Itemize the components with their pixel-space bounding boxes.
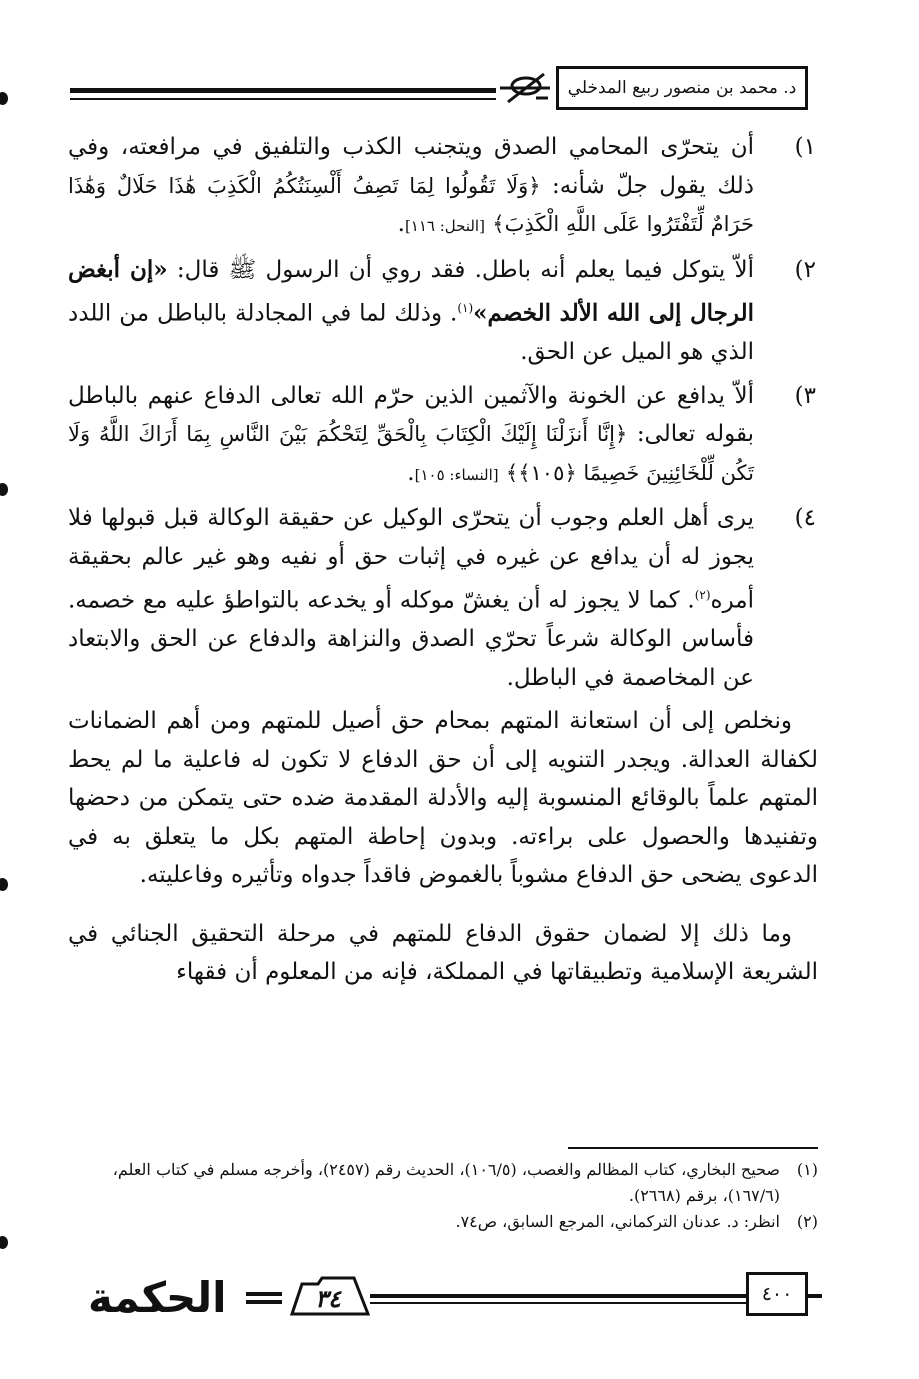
footnote [68,1209,818,1235]
running-header-author [556,66,808,110]
margin-dot [0,92,8,105]
list-item: ١) أن يتحرّى المحامي الصدق ويتجنب الكذب والتلفيق في مرافعته، وفي ذلك يقول جلّ شأنه: ﴿وَلَا تَقُولُوا لِمَا تَصِفُ أَلْسِنَتُكُمُ الْكَذِبَ هَٰذَا حَلَالٌ وَهَٰذَا حَرَامٌ لِّتَفْتَرُوا عَلَى اللَّهِ الْكَذِبَ﴾ [النحل: ١١٦]. [68,128,818,246]
item-number: ١) [794,134,816,160]
footer-rule [808,1294,822,1298]
page-footer [0,1270,919,1330]
item-text: يرى أهل العلم وجوب أن يتحرّى الوكيل عن حقيقة الوكالة قبل قبولها فلا يجوز له أن يدافع عن غيره في إثبات حق أو نفيه وهو غير عالم بحقيقة أمره [68,505,754,614]
footer-rule [246,1300,282,1304]
item-number: ٤) [794,505,816,532]
paragraph: وما ذلك إلا لضمان حقوق الدفاع للمتهم في مرحلة التحقيق الجنائي في الشريعة الإسلامية وتطبيقاتها في المملكة، فإنه من المعلوم أن فقهاء [68,920,818,986]
quran-verse: ﴿وَلَا تَقُولُوا لِمَا تَصِفُ أَلْسِنَتُكُمُ الْكَذِبَ هَٰذَا حَلَالٌ وَهَٰذَا حَرَامٌ لِّتَفْتَرُوا عَلَى اللَّهِ الْكَذِبَ﴾ [68,173,754,236]
hadith-quote: «إن أبغض الرجال إلى الله الألد الخصم» [68,255,754,327]
footnote-number: (٢) [796,1212,818,1231]
issue-number: ٣٤ [315,1284,341,1313]
page-number-box [746,1272,808,1316]
main-text [68,128,818,992]
list-item: ٢) ألاّ يتوكل فيما يعلم أنه باطل. فقد روي أن الرسول ﷺ قال: «إن أبغض الرجال إلى الله الألد الخصم»$^{(١)}$. وذلك لما في المجادلة بالباطل من اللدد الذي هو الميل عن الحق. [68,251,818,372]
header-rule-thin [70,98,496,100]
verse-reference: [النحل: ١١٦] [404,217,485,235]
list-item: ٤) يرى أهل العلم وجوب أن يتحرّى الوكيل عن حقيقة الوكالة قبل قبولها فلا يجوز له أن يدافع عن غيره في إثبات حق أو نفيه وهو غير عالم بحقيقة أمره$^{(٢)}$. كما لا يجوز له أن يغشّ موكله أو يخدعه بالتواطؤ عليه مع خصمه. فأساس الوكالة شرعاً تحرّي الصدق والنزاهة والدفاع عن الحق والابتعاد عن المخاصمة في الباطل. [68,499,818,697]
footnote-text: انظر: د. عدنان التركماني، المرجع السابق، ص٧٤. [455,1212,780,1231]
footer-rule [370,1302,746,1304]
margin-dot [0,483,8,496]
margin-dot [0,878,8,891]
header-rule-thick [70,88,496,93]
item-text: ألاّ يدافع عن الخونة والآثمين الذين حرّم الله تعالى الدفاع عنهم بالباطل بقوله تعالى: [68,382,755,448]
list-item: ٣) ألاّ يدافع عن الخونة والآثمين الذين حرّم الله تعالى الدفاع عنهم بالباطل بقوله تعالى: ﴿إِنَّا أَنزَلْنَا إِلَيْكَ الْكِتَابَ بِالْحَقِّ لِتَحْكُمَ بَيْنَ النَّاسِ بِمَا أَرَاكَ اللَّهُ وَلَا تَكُن لِّلْخَائِنِينَ خَصِيمًا ﴿١٠٥﴾﴾ [النساء: ١٠٥]. [68,377,818,495]
quill-ornament-icon [496,68,554,108]
footnote-marker: (٢) [694,588,711,603]
item-text: ألاّ يتوكل فيما يعلم أنه باطل. فقد روي أن الرسول ﷺ قال: [176,256,754,283]
journal-logo: الحكمة [88,1273,227,1322]
footer-rule [370,1294,746,1298]
paragraph: ونخلص إلى أن استعانة المتهم بمحام حق أصيل للمتهم ومن أهم الضمانات لكفالة العدالة. ويجدر التنويه إلى أن حق الدفاع لا تكون له فاعلية ما لم يحط المتهم علماً بالوقائع المنسوبة إليه والأدلة المقدمة ضده حتى يتمكن من دحضها وتفنيدها والحصول على براءته. وبدون إحاطة المتهم بكل ما يتعلق به في الدعوى يضحى حق الدفاع مشوباً بالغموض فاقداً جدواه وتأثيره وفاعليته. [68,708,818,889]
footer-rule [246,1292,282,1296]
margin-dot [0,1236,8,1249]
item-number: ٢) [794,256,816,283]
footnote-rule [568,1147,818,1149]
author-name: د. محمد بن منصور ربيع المدخلي [567,78,797,98]
page-number: ٤٠٠ [761,1283,793,1305]
item-number: ٣) [794,382,816,409]
quran-verse: ﴿إِنَّا أَنزَلْنَا إِلَيْكَ الْكِتَابَ بِالْحَقِّ لِتَحْكُمَ بَيْنَ النَّاسِ بِمَا أَرَاكَ اللَّهُ وَلَا تَكُن لِّلْخَائِنِينَ خَصِيمًا ﴿١٠٥﴾﴾ [68,422,754,485]
footnote-number: (١) [796,1160,818,1179]
item-text: أن يتحرّى المحامي الصدق ويتجنب الكذب والتلفيق في مرافعته، وفي ذلك يقول جلّ شأنه: [68,134,754,199]
footnote [68,1157,818,1209]
footnote-marker: (١) [457,301,474,315]
footnotes [68,1157,818,1235]
footnote-text: صحيح البخاري، كتاب المظالم والغصب، (١٠٦/٥)، الحديث رقم (٢٤٥٧)، وأخرجه مسلم في كتاب العلم، (١٦٧/٦)، برقم (٢٦٦٨). [112,1160,780,1205]
verse-reference: [النساء: ١٠٥] [414,465,499,484]
